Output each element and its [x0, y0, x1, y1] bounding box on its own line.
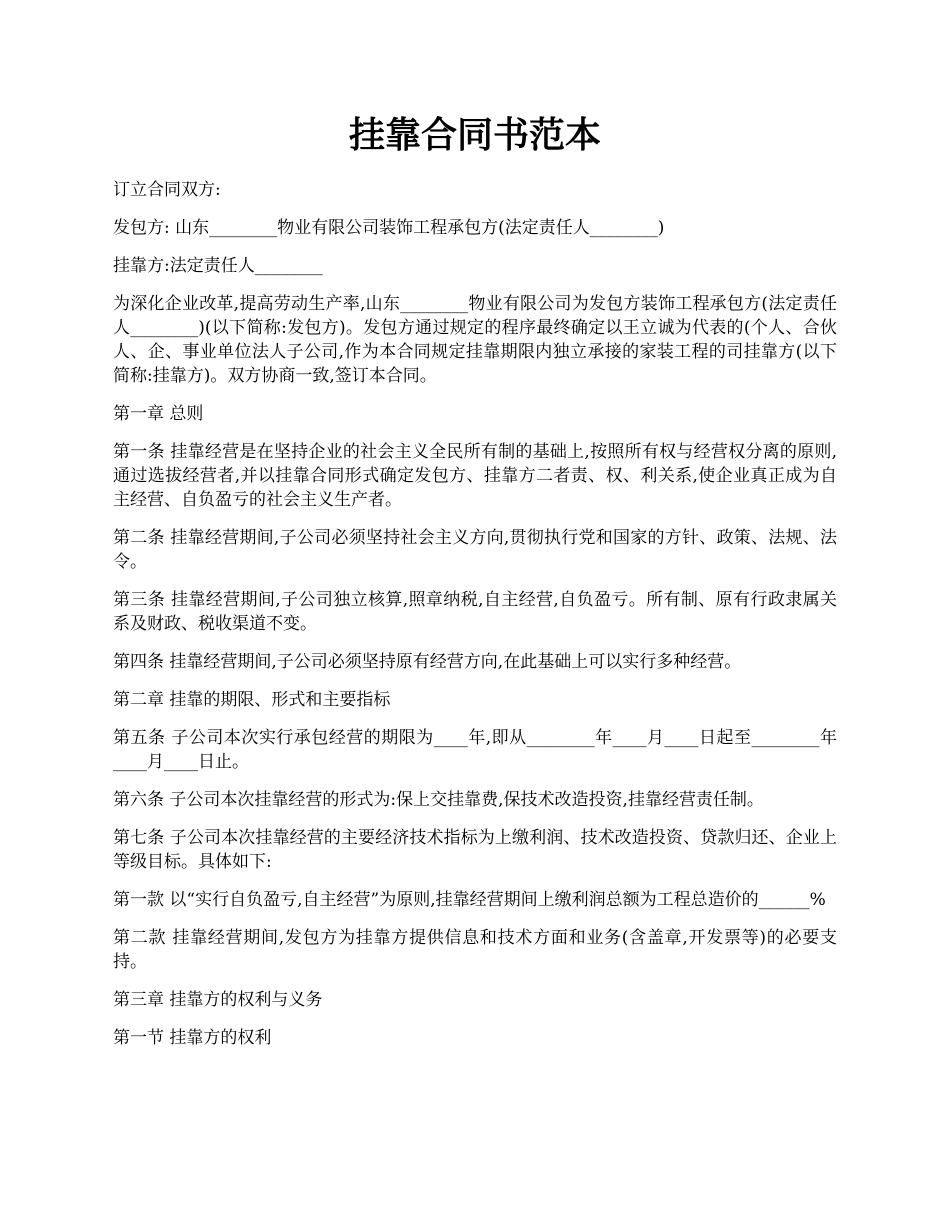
document-title: 挂靠合同书范本 — [348, 114, 601, 156]
article-2: 第二条 挂靠经营期间,子公司必须坚持社会主义方向,贯彻执行党和国家的方针、政策、法规、法令。 — [113, 528, 837, 572]
paragraph-affiliate: 挂靠方:法定责任人________ — [113, 256, 323, 276]
clause-2: 第二款 挂靠经营期间,发包方为挂靠方提供信息和技术方面和业务(含盖章,开发票等)的必要支持。 — [113, 928, 837, 972]
article-4: 第四条 挂靠经营期间,子公司必须坚持原有经营方向,在此基础上可以实行多种经营。 — [113, 652, 742, 672]
paragraph-contractor: 发包方: 山东________物业有限公司装饰工程承包方(法定责任人________) — [113, 218, 665, 238]
article-7: 第七条 子公司本次挂靠经营的主要经济技术指标为上缴利润、技术改造投资、贷款归还、企业上等级目标。具体如下: — [113, 828, 837, 872]
article-1: 第一条 挂靠经营是在坚持企业的社会主义全民所有制的基础上,按照所有权与经营权分离的原则,通过选拔经营者,并以挂靠合同形式确定发包方、挂靠方二者责、权、利关系,使企业真正成为自主经营、自负盈亏的社会主义生产者。 — [113, 442, 837, 510]
chapter-heading-2: 第二章 挂靠的期限、形式和主要指标 — [113, 690, 391, 710]
paragraph-parties-heading: 订立合同双方: — [113, 180, 221, 200]
article-5: 第五条 子公司本次实行承包经营的期限为____年,即从________年____月____日起至________年____月____日止。 — [113, 728, 837, 772]
article-6: 第六条 子公司本次挂靠经营的形式为:保上交挂靠费,保技术改造投资,挂靠经营责任制。 — [113, 790, 764, 810]
paragraph-preamble: 为深化企业改革,提高劳动生产率,山东________物业有限公司为发包方装饰工程承包方(法定责任人________)(以下简称:发包方)。发包方通过规定的程序最终确定以王立诚为代表的(个人、合伙人、企、事业单位法人子公司,作为本合同规定挂靠期限内独立承接的家装工程的司挂靠方(以下简称:挂靠方)。双方协商一致,签订本合同。 — [113, 294, 837, 386]
clause-1: 第一款 以“实行自负盈亏,自主经营”为原则,挂靠经营期间上缴利润总额为工程总造价的______% — [113, 890, 826, 910]
section-heading-1: 第一节 挂靠方的权利 — [113, 1028, 272, 1048]
document-body — [113, 178, 837, 1064]
chapter-heading-3: 第三章 挂靠方的权利与义务 — [113, 990, 323, 1010]
article-3: 第三条 挂靠经营期间,子公司独立核算,照章纳税,自主经营,自负盈亏。所有制、原有行政隶属关系及财政、税收渠道不变。 — [113, 590, 837, 634]
chapter-heading-1: 第一章 总则 — [113, 404, 204, 424]
